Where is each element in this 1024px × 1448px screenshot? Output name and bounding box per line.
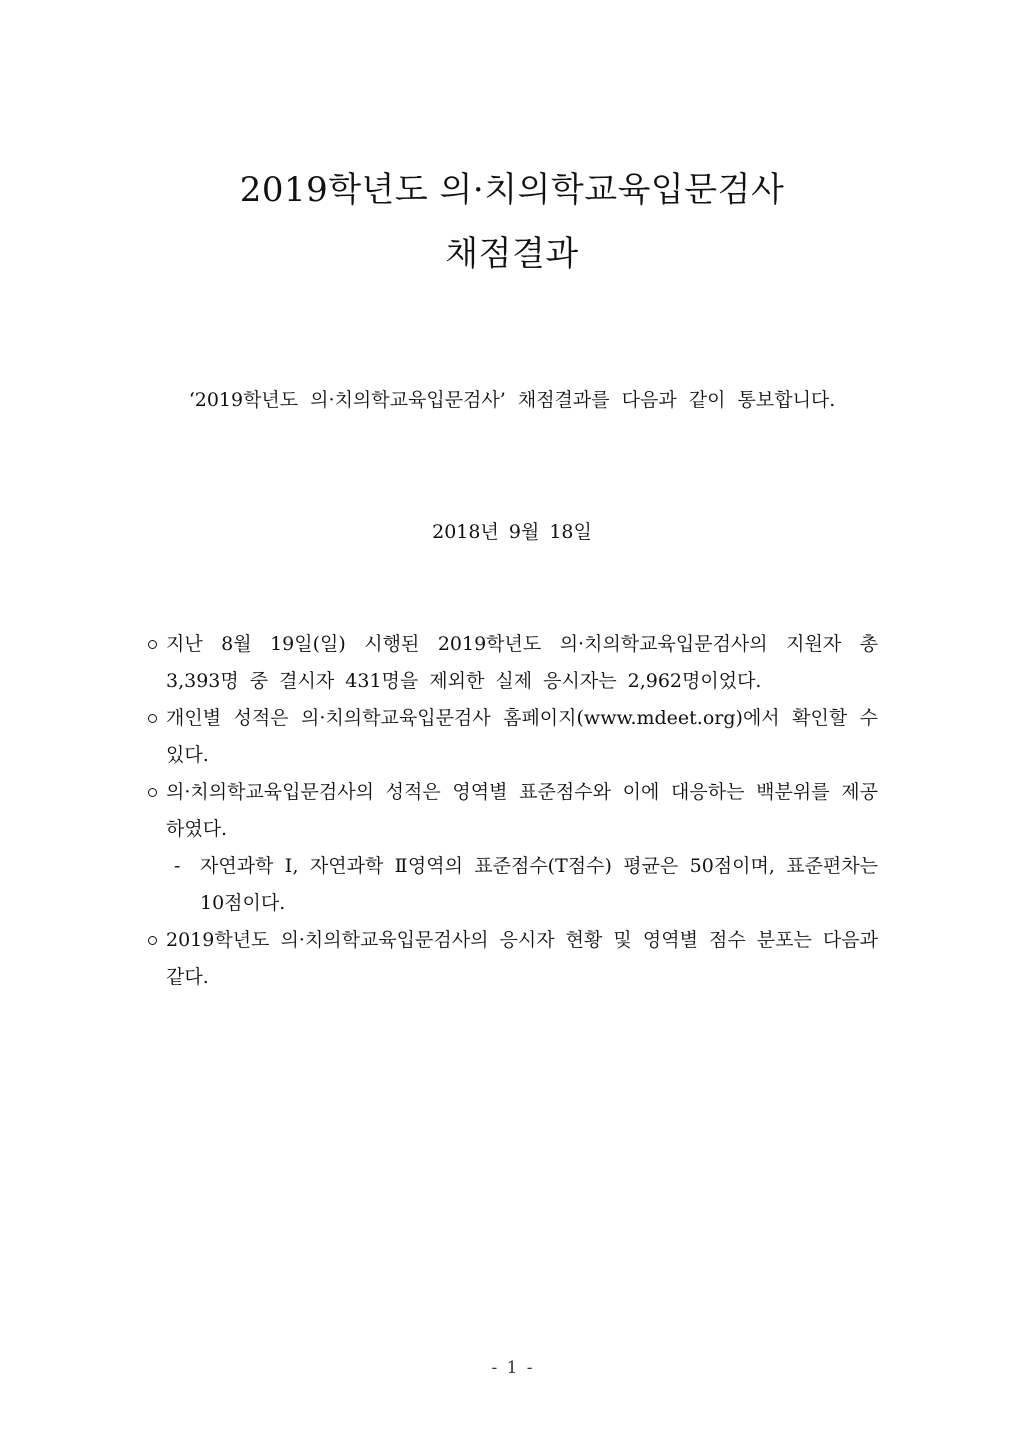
notice-sentence: ‘2019학년도 의·치의학교육입문검사’ 채점결과를 다음과 같이 통보합니다.	[188, 389, 836, 411]
sub-item-text: 자연과학 Ⅰ, 자연과학 Ⅱ영역의 표준점수(T점수) 평균은 50점이며, 표준편차는 10점이다.	[200, 855, 878, 914]
bullet-text: 2019학년도 의·치의학교육입문검사의 응시자 현황 및 영역별 점수 분포는 다음과 같다.	[166, 929, 878, 988]
document-title-line-1: 2019학년도 의·치의학교육입문검사	[239, 170, 785, 210]
circle-bullet-icon	[148, 640, 157, 649]
circle-bullet-icon	[148, 936, 157, 945]
circle-bullet-icon	[148, 788, 157, 797]
bullet-text: 의·치의학교육입문검사의 성적은 영역별 표준점수와 이에 대응하는 백분위를 제공하였다.	[166, 781, 878, 840]
bullet-text: 지난 8월 19일(일) 시행된 2019학년도 의·치의학교육입문검사의 지원자 총 3,393명 중 결시자 431명을 제외한 실제 응시자는 2,962명이었다.	[166, 633, 878, 692]
document-title-line-2: 채점결과	[445, 234, 579, 274]
bullet-item-examinees	[148, 626, 878, 700]
page-number: - 1 -	[491, 1358, 533, 1378]
bullet-item-distribution	[148, 922, 878, 996]
sub-item-standard-score	[148, 848, 878, 922]
bullet-text: 개인별 성적은 의·치의학교육입문검사 홈페이지(www.mdeet.org)에서 확인할 수 있다.	[166, 707, 878, 766]
circle-bullet-icon	[148, 714, 157, 723]
dash-marker: -	[174, 855, 181, 877]
document-date: 2018년 9월 18일	[432, 521, 592, 543]
bullet-item-scores	[148, 774, 878, 848]
bullet-list	[148, 626, 878, 996]
bullet-item-homepage	[148, 700, 878, 774]
